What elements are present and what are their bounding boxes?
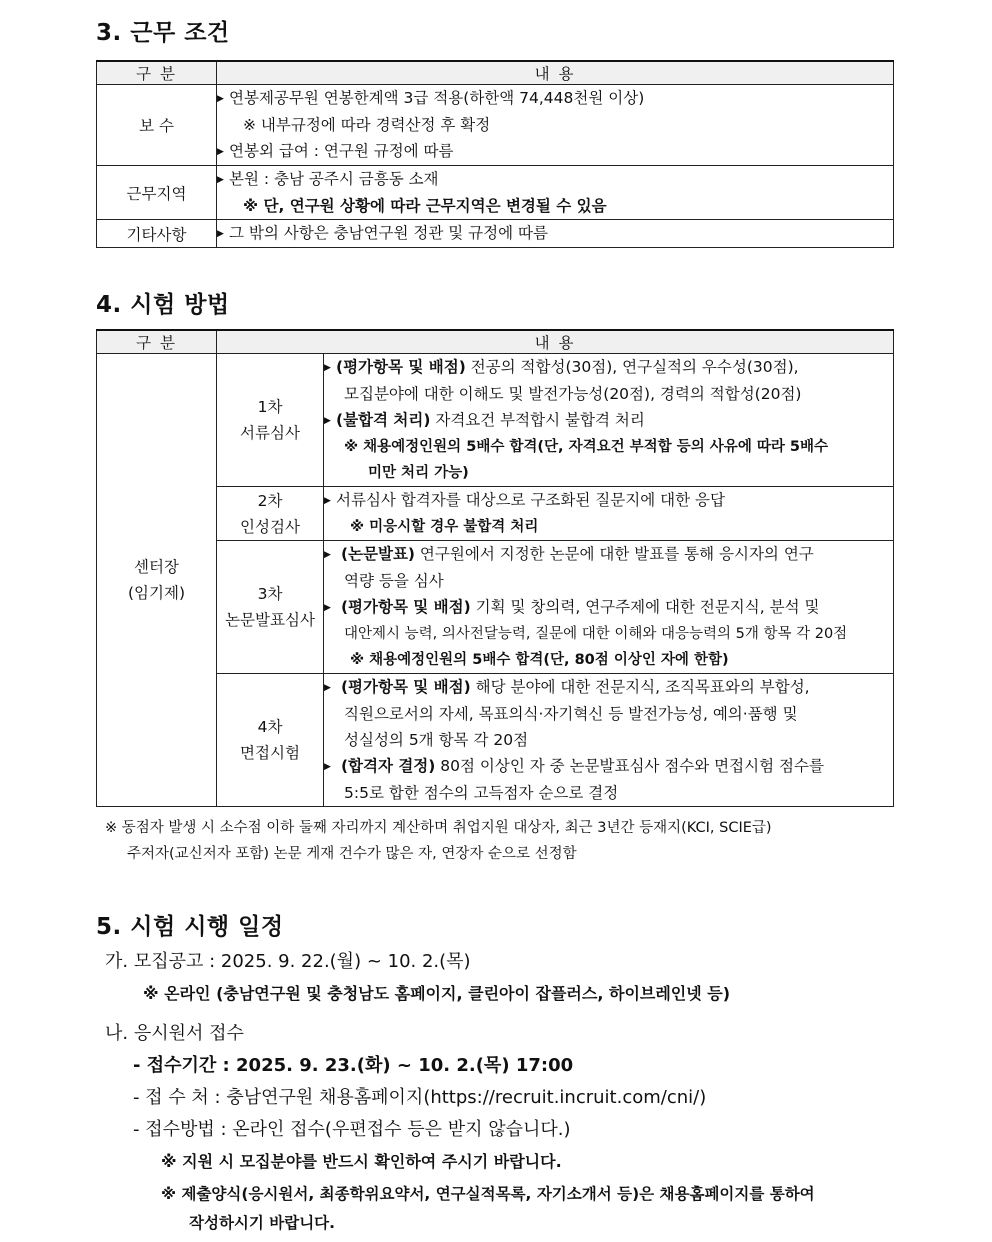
- application-note-2: ※ 제출양식(응시원서, 최종학위요약서, 연구실적목록, 자기소개서 등)은 채용홈페이지를 통하여: [161, 1185, 815, 1203]
- header-category: 구 분: [97, 61, 217, 85]
- table-header-row: [97, 330, 894, 354]
- application-period: - 접수기간 : 2025. 9. 23.(화) ~ 10. 2.(목) 17:00: [133, 1055, 574, 1076]
- section-3-title: 3. 근무 조건: [96, 20, 230, 46]
- table-row-pay: [97, 85, 894, 166]
- schedule-section: [105, 946, 905, 1236]
- table-row-etc: [97, 220, 894, 248]
- bullet-triangle-icon: ▶: [324, 603, 331, 613]
- location-line-1: 본원 : 충남 공주시 금흥동 소재: [229, 170, 439, 188]
- bullet-triangle-icon: ▶: [324, 496, 331, 506]
- application-note-2-cont: 작성하시기 바랍니다.: [189, 1214, 336, 1232]
- round-4-content: ▶ (평가항목 및 배점) 해당 분야에 대한 전문지식, 조직목표와의 부합성, 직원으로서의 자세, 목표의식·자기혁신 등 발전가능성, 예의·품행 및 성실성의 5개 항목 각 20점 ▶ (합격자 결정) 80점 이상인 자 중 논문발표심사 점수와 면접시험 점수를 5:5로 합한 점수의 고득점자 순으로 결정: [324, 674, 894, 807]
- application-place: - 접 수 처 : 충남연구원 채용홈페이지(https://recruit.incruit.com/cni/): [133, 1087, 707, 1108]
- pay-line-3: 연봉외 급여 : 연구원 규정에 따름: [229, 142, 454, 160]
- bullet-triangle-icon: ▶: [324, 550, 331, 560]
- application-heading: 나. 응시원서 접수: [105, 1023, 244, 1044]
- round-3-label: 3차 논문발표심사: [217, 541, 324, 674]
- bullet-triangle-icon: ▶: [217, 175, 224, 185]
- application-method: - 접수방법 : 온라인 접수(우편접수 등은 받지 않습니다.): [133, 1119, 571, 1140]
- round-1-content: ▶ (평가항목 및 배점) 전공의 적합성(30점), 연구실적의 우수성(30점), 모집분야에 대한 이해도 및 발전가능성(20점), 경력의 적합성(20점) ▶ (불합격 처리) 자격요건 부적합시 불합격 처리 ※ 채용예정인원의 5배수 합격(단, 자격요건 부적합 등의 사유에 따라 5배수 미만 처리 가능): [324, 354, 894, 487]
- position-name: 센터장: [134, 558, 179, 576]
- header-content: 내 용: [217, 330, 894, 354]
- section-4-title: 4. 시험 방법: [96, 292, 230, 318]
- table-header-row: [97, 61, 894, 85]
- round-2-label: 2차 인성검사: [217, 487, 324, 541]
- bullet-triangle-icon: ▶: [324, 762, 331, 772]
- table-row-round-4: [97, 674, 894, 807]
- table-row-round-1: [97, 354, 894, 487]
- pay-label: 보 수: [97, 85, 217, 166]
- round-3-content: ▶ (논문발표) 연구원에서 지정한 논문에 대한 발표를 통해 응시자의 연구 역량 등을 심사 ▶ (평가항목 및 배점) 기획 및 창의력, 연구주제에 대한 전문지식, 분석 및 대안제시 능력, 의사전달능력, 질문에 대한 이해와 대응능력의 5개 항목 각 20점 ※ 채용예정인원의 5배수 합격(단, 80점 이상인 자에 한함): [324, 541, 894, 674]
- bullet-triangle-icon: ▶: [324, 416, 331, 426]
- table-row-location: [97, 166, 894, 220]
- position-type: (임기제): [127, 584, 185, 602]
- position-cell: [97, 354, 217, 807]
- pay-line-2: ※ 내부규정에 따라 경력산정 후 확정: [243, 116, 491, 134]
- bullet-triangle-icon: ▶: [217, 147, 224, 157]
- table-row-round-2: [97, 487, 894, 541]
- bullet-triangle-icon: ▶: [217, 94, 224, 104]
- section-5-title: 5. 시험 시행 일정: [96, 914, 284, 940]
- round-2-content: ▶ 서류심사 합격자를 대상으로 구조화된 질문지에 대한 응답 ※ 미응시할 경우 불합격 처리: [324, 487, 894, 541]
- location-line-2: ※ 단, 연구원 상황에 따라 근무지역은 변경될 수 있음: [243, 197, 607, 215]
- round-4-label: 4차 면접시험: [217, 674, 324, 807]
- recruit-notice-line: 가. 모집공고 : 2025. 9. 22.(월) ~ 10. 2.(목): [105, 951, 471, 972]
- round-1-label: 1차 서류심사: [217, 354, 324, 487]
- exam-method-table: [96, 329, 894, 807]
- table-row-round-3: [97, 541, 894, 674]
- header-content: 내 용: [217, 61, 894, 85]
- recruit-notice-note: ※ 온라인 (충남연구원 및 충청남도 홈페이지, 클린아이 잡플러스, 하이브레인넷 등): [143, 984, 731, 1003]
- etc-label: 기타사항: [97, 220, 217, 248]
- bullet-triangle-icon: ▶: [217, 229, 224, 239]
- tie-break-note: ※ 동점자 발생 시 소수점 이하 둘째 자리까지 계산하며 취업지원 대상자, 최근 3년간 등재지(KCI, SCIE급) 주저자(교신저자 포함) 논문 게재 건수가 많은 자, 연장자 순으로 선정함: [105, 820, 772, 862]
- etc-line-1: 그 밖의 사항은 충남연구원 정관 및 규정에 따름: [229, 224, 548, 242]
- bullet-triangle-icon: ▶: [324, 683, 331, 693]
- pay-line-1: 연봉제공무원 연봉한계액 3급 적용(하한액 74,448천원 이상): [229, 89, 645, 107]
- work-conditions-table: [96, 60, 894, 248]
- application-note-1: ※ 지원 시 모집분야를 반드시 확인하여 주시기 바랍니다.: [161, 1152, 562, 1171]
- location-label: 근무지역: [97, 166, 217, 220]
- header-category: 구 분: [97, 330, 217, 354]
- bullet-triangle-icon: ▶: [324, 363, 331, 373]
